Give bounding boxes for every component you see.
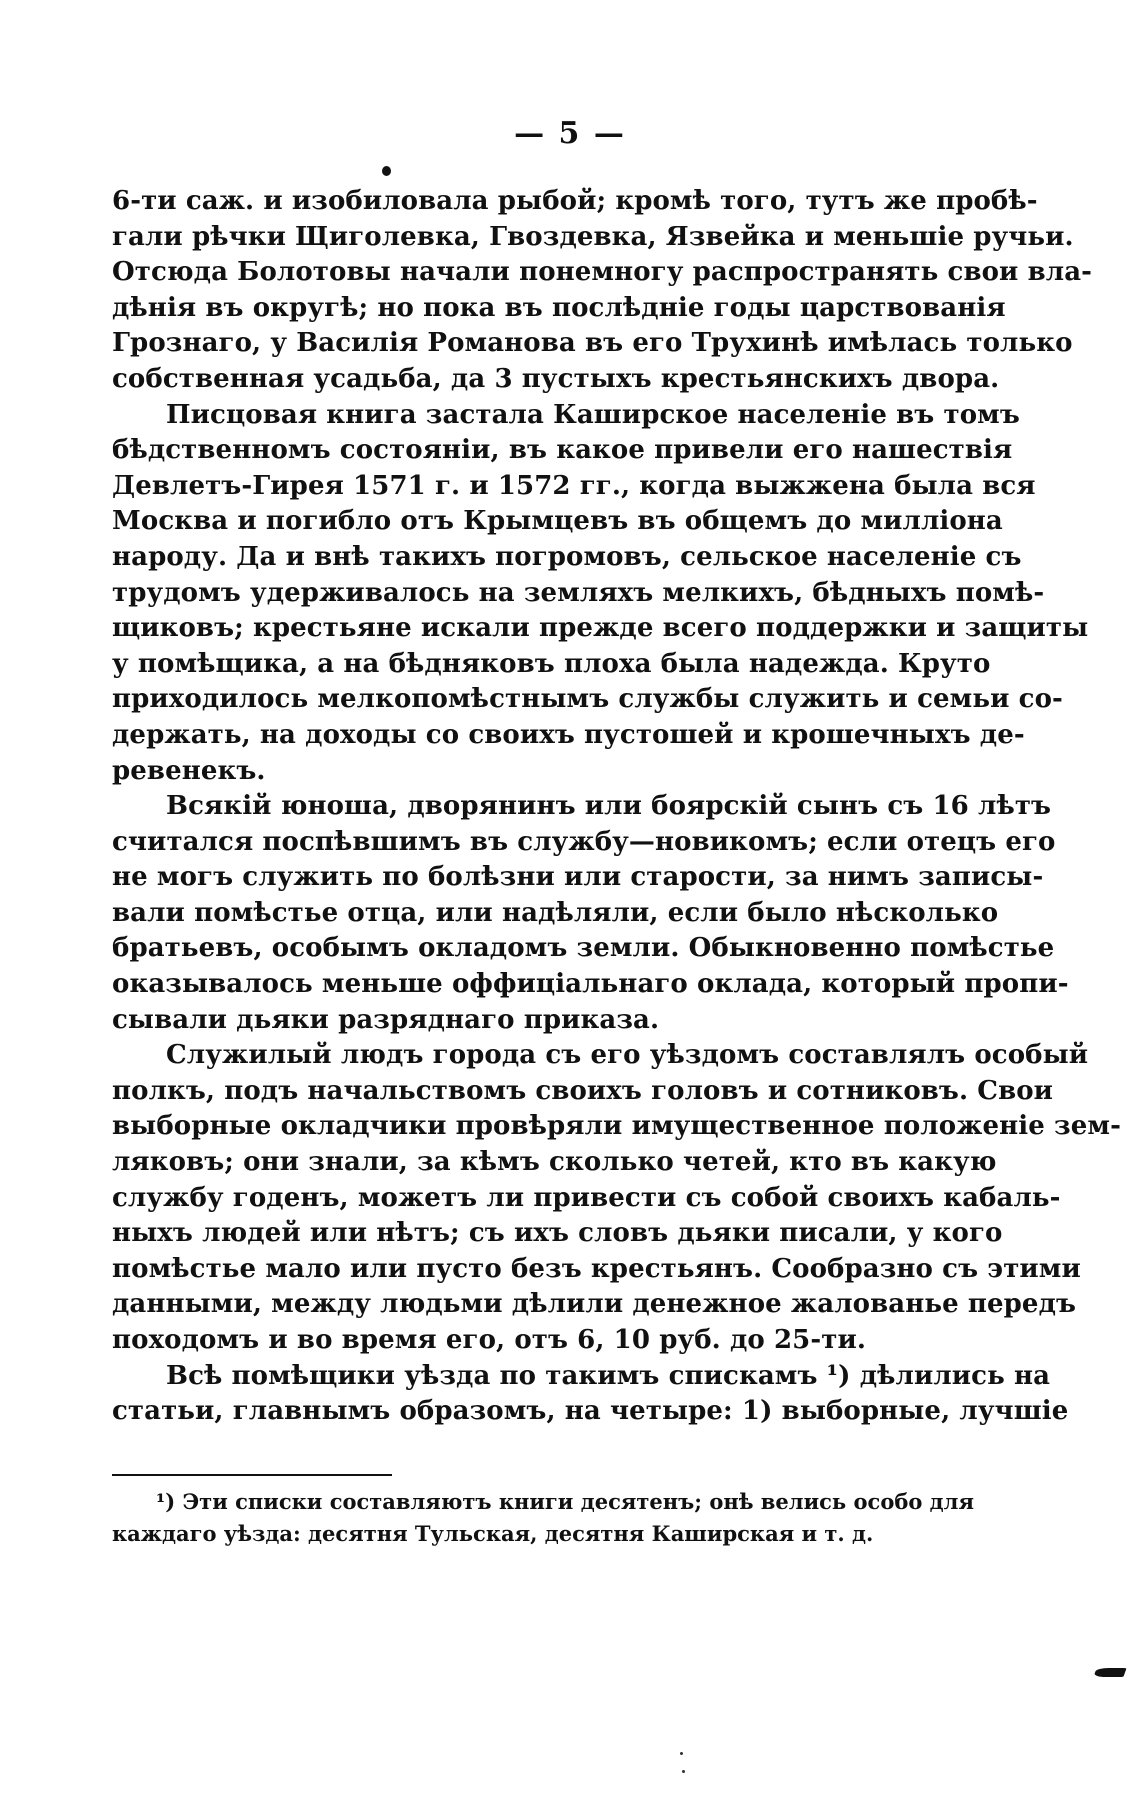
text-line: Грознаго, у Василія Романова въ его Трухинѣ имѣлась только (112, 328, 1073, 359)
text-line: трудомъ удерживалось на земляхъ мелкихъ, бѣдныхъ помѣ- (112, 577, 1045, 608)
text-line: держать, на доходы со своихъ пустошей и крошечныхъ де- (112, 719, 1025, 750)
text-line: братьевъ, особымъ окладомъ земли. Обыкновенно помѣстье (112, 933, 1055, 964)
paragraph-3 (112, 789, 1069, 1038)
text-line: гали рѣчки Щиголевка, Гвоздевка, Язвейка и меньшіе ручьи. (112, 221, 1074, 252)
text-line: щиковъ; крестьяне искали прежде всего поддержки и защиты (112, 613, 1089, 644)
text-line: Писцовая книга застала Каширское населеніе въ томъ (166, 399, 1020, 430)
text-line: службу годенъ, можетъ ли привести съ собой своихъ кабаль- (112, 1182, 1061, 1213)
text-line: ныхъ людей или нѣтъ; съ ихъ словъ дьяки писали, у кого (112, 1218, 1003, 1249)
text-line: дѣнія въ округѣ; но пока въ послѣдніе годы царствованія (112, 292, 1006, 323)
text-line: выборные окладчики провѣряли имущественное положеніе зем- (112, 1111, 1121, 1142)
text-line: полкъ, подъ начальствомъ своихъ головъ и сотниковъ. Свои (112, 1075, 1054, 1106)
text-line: походомъ и во время его, отъ 6, 10 руб. до 25-ти. (112, 1325, 866, 1355)
ink-speck (682, 1770, 685, 1773)
text-line: сывали дьяки разряднаго приказа. (112, 1004, 660, 1035)
paragraph-2 (112, 398, 1089, 790)
text-line: народу. Да и внѣ такихъ погромовъ, сельское населеніе съ (112, 541, 1022, 572)
page-number: — 5 — (514, 116, 626, 151)
text-line: Москва и погибло отъ Крымцевъ въ общемъ до милліона (112, 506, 1003, 537)
footnote-line: каждаго уѣзда: десятня Тульская, десятня Каширская и т. д. (112, 1521, 874, 1546)
text-line: помѣстье мало или пусто безъ крестьянъ. Сообразно съ этими (112, 1253, 1081, 1284)
paragraph-4 (112, 1038, 1121, 1358)
text-line: Всѣ помѣщики уѣзда по такимъ спискамъ ¹) дѣлились на (166, 1360, 1051, 1391)
text-line: не могъ служить по болѣзни или старости, за нимъ записы- (112, 862, 1044, 893)
text-line: считался поспѣвшимъ въ службу—новикомъ; если отецъ его (112, 826, 1056, 857)
text-line: данными, между людьми дѣлили денежное жалованье передъ (112, 1289, 1077, 1320)
text-line: Всякій юноша, дворянинъ или боярскій сынъ съ 16 лѣтъ (166, 791, 1052, 822)
paragraph-1 (112, 184, 1093, 398)
footnote-line: ¹) Эти списки составляютъ книги десятенъ; онѣ велись особо для (156, 1489, 974, 1514)
text-line: Девлетъ-Гирея 1571 г. и 1572 гг., когда выжжена была вся (112, 470, 1036, 501)
footnote-divider (112, 1474, 392, 1476)
text-line: у помѣщика, а на бѣдняковъ плоха была надежда. Круто (112, 648, 991, 679)
text-line: вали помѣстье отца, или надѣляли, если было нѣсколько (112, 897, 999, 928)
text-line: статьи, главнымъ образомъ, на четыре: 1) выборные, лучшіе (112, 1396, 1069, 1427)
text-line: Отсюда Болотовы начали понемногу распространять свои вла- (112, 257, 1093, 288)
paragraph-5 (112, 1359, 1069, 1430)
ink-smudge (1093, 1668, 1126, 1677)
text-line: ревенекъ. (112, 755, 266, 786)
text-line: Служилый людъ города съ его уѣздомъ составлялъ особый (166, 1040, 1089, 1071)
text-line: 6-ти саж. и изобиловала рыбой; кромѣ того, тутъ же пробѣ- (112, 186, 1038, 216)
text-line: собственная усадьба, да 3 пустыхъ крестьянскихъ двора. (112, 363, 1000, 394)
ink-speck (680, 1752, 683, 1755)
footnote (112, 1486, 974, 1550)
text-line: приходилось мелкопомѣстнымъ службы служить и семьи со- (112, 684, 1063, 715)
text-line: оказывалось меньше оффиціальнаго оклада, который пропи- (112, 969, 1069, 1000)
text-line: бѣдственномъ состояніи, въ какое привели его нашествія (112, 435, 1013, 466)
body-text (112, 184, 1121, 1430)
ink-dot (382, 166, 391, 176)
text-line: ляковъ; они знали, за кѣмъ сколько четей, кто въ какую (112, 1147, 997, 1178)
